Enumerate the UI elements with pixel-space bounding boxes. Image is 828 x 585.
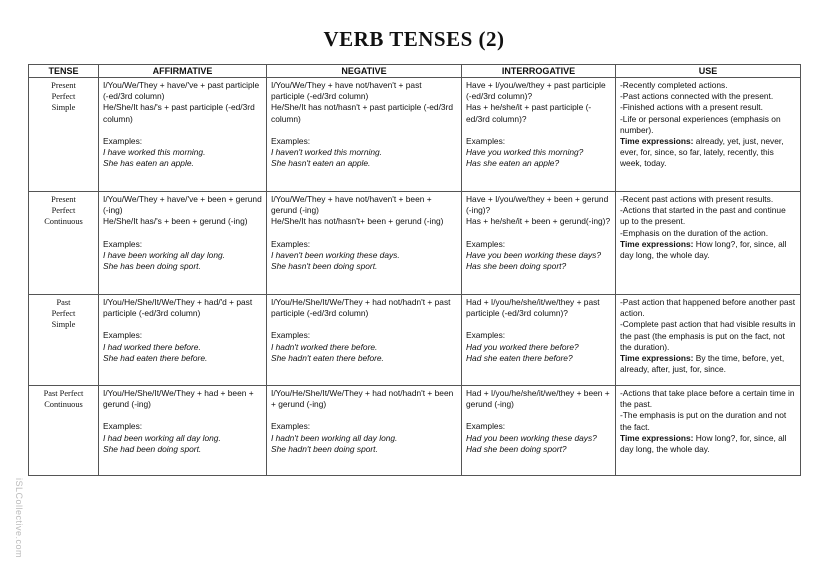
- cell-line: Has she been doing sport?: [466, 261, 567, 272]
- negative-cell: [267, 386, 462, 476]
- spacer: [271, 125, 457, 136]
- tense-line: Perfect: [51, 206, 76, 216]
- examples-label: Examples:: [466, 135, 506, 146]
- cell-line: Had + I/you/he/she/it/we/they + been + gerund (-ing): [466, 388, 610, 410]
- spacer: [466, 125, 611, 136]
- tense-line: Perfect: [51, 92, 76, 102]
- examples-label: Examples:: [271, 238, 311, 249]
- cell-line: Have + I/you/we/they + past participle (-ed/3rd column)?: [466, 80, 606, 102]
- spacer: [103, 410, 262, 421]
- spacer: [466, 410, 611, 421]
- spacer: [271, 319, 457, 330]
- affirmative-cell: [99, 192, 267, 295]
- use-cell: [616, 386, 801, 476]
- cell-line: I have worked this morning.: [103, 147, 206, 158]
- spacer: [103, 319, 262, 330]
- spacer: [103, 125, 262, 136]
- cell-line: -Complete past action that had visible results in the past (the emphasis is put on the fact, not the duration).: [620, 319, 796, 352]
- cell-line: Had + I/you/he/she/it/we/they + past participle (-ed/3rd column)?: [466, 297, 600, 319]
- examples-label: Examples:: [466, 238, 506, 249]
- cell-line: Time expressions: already, yet, just, never, ever, for, since, so far, lately, recently, this week, today.: [620, 136, 784, 169]
- cell-line: Time expressions: How long?, for, since, all day long, the whole day.: [620, 238, 787, 261]
- affirmative-cell: [99, 386, 267, 476]
- use-cell: [616, 78, 801, 192]
- cell-line: She hasn't been doing sport.: [271, 261, 378, 272]
- affirmative-cell: [99, 78, 267, 192]
- cell-line: I have been working all day long.: [103, 249, 225, 260]
- tense-name: [29, 192, 99, 295]
- interrogative-cell: [462, 386, 616, 476]
- spacer: [466, 319, 611, 330]
- cell-line: She has eaten an apple.: [103, 158, 194, 169]
- cell-line: I had worked there before.: [103, 341, 201, 352]
- cell-line: She has been doing sport.: [103, 261, 201, 272]
- examples-label: Examples:: [103, 330, 143, 341]
- examples-label: Examples:: [271, 421, 311, 432]
- examples-label: Examples:: [466, 421, 506, 432]
- header-interrogative: INTERROGATIVE: [462, 65, 616, 78]
- cell-line: Has she eaten an apple?: [466, 158, 560, 169]
- cell-line: I/You/We/They + have/'ve + past participle (-ed/3rd column): [103, 80, 260, 102]
- table-row: [29, 386, 801, 476]
- cell-line: -Life or personal experiences (emphasis on number).: [620, 113, 781, 135]
- cell-line: Have you been working these days?: [466, 249, 602, 260]
- cell-line: She had eaten there before.: [103, 352, 208, 363]
- page-title: VERB TENSES (2): [323, 27, 505, 51]
- cell-line: I haven't been working these days.: [271, 249, 400, 260]
- examples-label: Examples:: [466, 330, 506, 341]
- cell-line: -Emphasis on the duration of the action.: [620, 227, 769, 238]
- examples-label: Examples:: [103, 421, 143, 432]
- cell-line: He/She/It has not/hasn't+ been + gerund (-ing): [271, 216, 444, 227]
- cell-line: -Actions that take place before a certain time in the past.: [620, 388, 795, 410]
- cell-line: He/She/It has/'s + been + gerund (-ing): [103, 216, 248, 227]
- cell-line: Had you worked there before?: [466, 341, 579, 352]
- watermark: iSLCollective.com: [14, 478, 24, 559]
- cell-line: I/You/He/She/It/We/They + had + been + gerund (-ing): [103, 388, 254, 410]
- cell-line: She hadn't eaten there before.: [271, 352, 384, 363]
- verb-tenses-table: [28, 64, 801, 476]
- interrogative-cell: [462, 78, 616, 192]
- header-row: [29, 65, 801, 78]
- interrogative-cell: [462, 192, 616, 295]
- tense-line: Continuous: [44, 400, 83, 410]
- cell-line: -The emphasis is put on the duration and not the fact.: [620, 410, 787, 432]
- table-row: [29, 192, 801, 295]
- cell-line: She hasn't eaten an apple.: [271, 158, 371, 169]
- tense-name: [29, 386, 99, 476]
- cell-line: -Past action that happened before another past action.: [620, 297, 796, 319]
- cell-line: He/She/It has/'s + past participle (-ed/3rd column): [103, 102, 255, 124]
- cell-line: He/She/It has not/hasn't + past participle (-ed/3rd column): [271, 102, 453, 124]
- cell-line: Has + he/she/it + past participle (-ed/3rd column)?: [466, 102, 592, 124]
- cell-line: Time expressions: How long?, for, since, all day long, the whole day.: [620, 432, 787, 455]
- cell-line: She hadn't been doing sport.: [271, 443, 378, 454]
- cell-line: I hadn't worked there before.: [271, 341, 378, 352]
- header-use: USE: [616, 65, 801, 78]
- header-tense: TENSE: [29, 65, 99, 78]
- tense-line: Present: [51, 81, 76, 90]
- cell-line: I hadn't been working all day long.: [271, 432, 398, 443]
- tense-line: Simple: [51, 320, 76, 330]
- negative-cell: [267, 295, 462, 386]
- spacer: [103, 228, 262, 239]
- tense-line: Simple: [51, 103, 76, 113]
- use-cell: [616, 192, 801, 295]
- cell-line: -Actions that started in the past and continue up to the present.: [620, 205, 786, 227]
- spacer: [466, 228, 611, 239]
- cell-line: -Recent past actions with present results.: [620, 194, 774, 204]
- tense-line: Past: [56, 298, 71, 307]
- tense-name: [29, 78, 99, 192]
- cell-line: Have you worked this morning?: [466, 147, 584, 158]
- header-affirmative: AFFIRMATIVE: [99, 65, 267, 78]
- cell-line: I/You/We/They + have/'ve + been + gerund (-ing): [103, 194, 262, 216]
- cell-line: I/You/He/She/It/We/They + had/'d + past participle (-ed/3rd column): [103, 297, 253, 319]
- negative-cell: [267, 192, 462, 295]
- cell-line: Had you been working these days?: [466, 432, 597, 443]
- tense-name: [29, 295, 99, 386]
- spacer: [271, 410, 457, 421]
- cell-line: I haven't worked this morning.: [271, 147, 382, 158]
- cell-line: She had been doing sport.: [103, 443, 202, 454]
- cell-line: Time expressions: By the time, before, yet, already, after, just, for, since.: [620, 353, 785, 375]
- cell-line: I had been working all day long.: [103, 432, 221, 443]
- interrogative-cell: [462, 295, 616, 386]
- tense-line: Past Perfect: [43, 389, 84, 398]
- cell-line: I/You/We/They + have not/haven't + been + gerund (-ing): [271, 194, 432, 216]
- cell-line: Had she eaten there before?: [466, 352, 573, 363]
- cell-line: -Past actions connected with the present.: [620, 91, 774, 102]
- cell-line: Has + he/she/it + been + gerund(-ing)?: [466, 216, 611, 227]
- cell-line: -Recently completed actions.: [620, 80, 728, 90]
- examples-label: Examples:: [103, 135, 143, 146]
- cell-line: Have + I/you/we/they + been + gerund (-ing)?: [466, 194, 609, 216]
- affirmative-cell: [99, 295, 267, 386]
- cell-line: I/You/He/She/It/We/They + had not/hadn't + past participle (-ed/3rd column): [271, 297, 451, 319]
- examples-label: Examples:: [271, 330, 311, 341]
- table-row: [29, 78, 801, 192]
- cell-line: I/You/He/She/It/We/They + had not/hadn't + been + gerund (-ing): [271, 388, 454, 410]
- examples-label: Examples:: [271, 135, 311, 146]
- header-negative: NEGATIVE: [267, 65, 462, 78]
- spacer: [271, 228, 457, 239]
- negative-cell: [267, 78, 462, 192]
- table-row: [29, 295, 801, 386]
- cell-line: -Finished actions with a present result.: [620, 102, 763, 113]
- tense-line: Perfect: [51, 309, 76, 319]
- cell-line: I/You/We/They + have not/haven't + past participle (-ed/3rd column): [271, 80, 422, 102]
- cell-line: Had she been doing sport?: [466, 443, 567, 454]
- tense-line: Present: [51, 195, 76, 204]
- tense-line: Continuous: [44, 217, 83, 227]
- examples-label: Examples:: [103, 238, 143, 249]
- use-cell: [616, 295, 801, 386]
